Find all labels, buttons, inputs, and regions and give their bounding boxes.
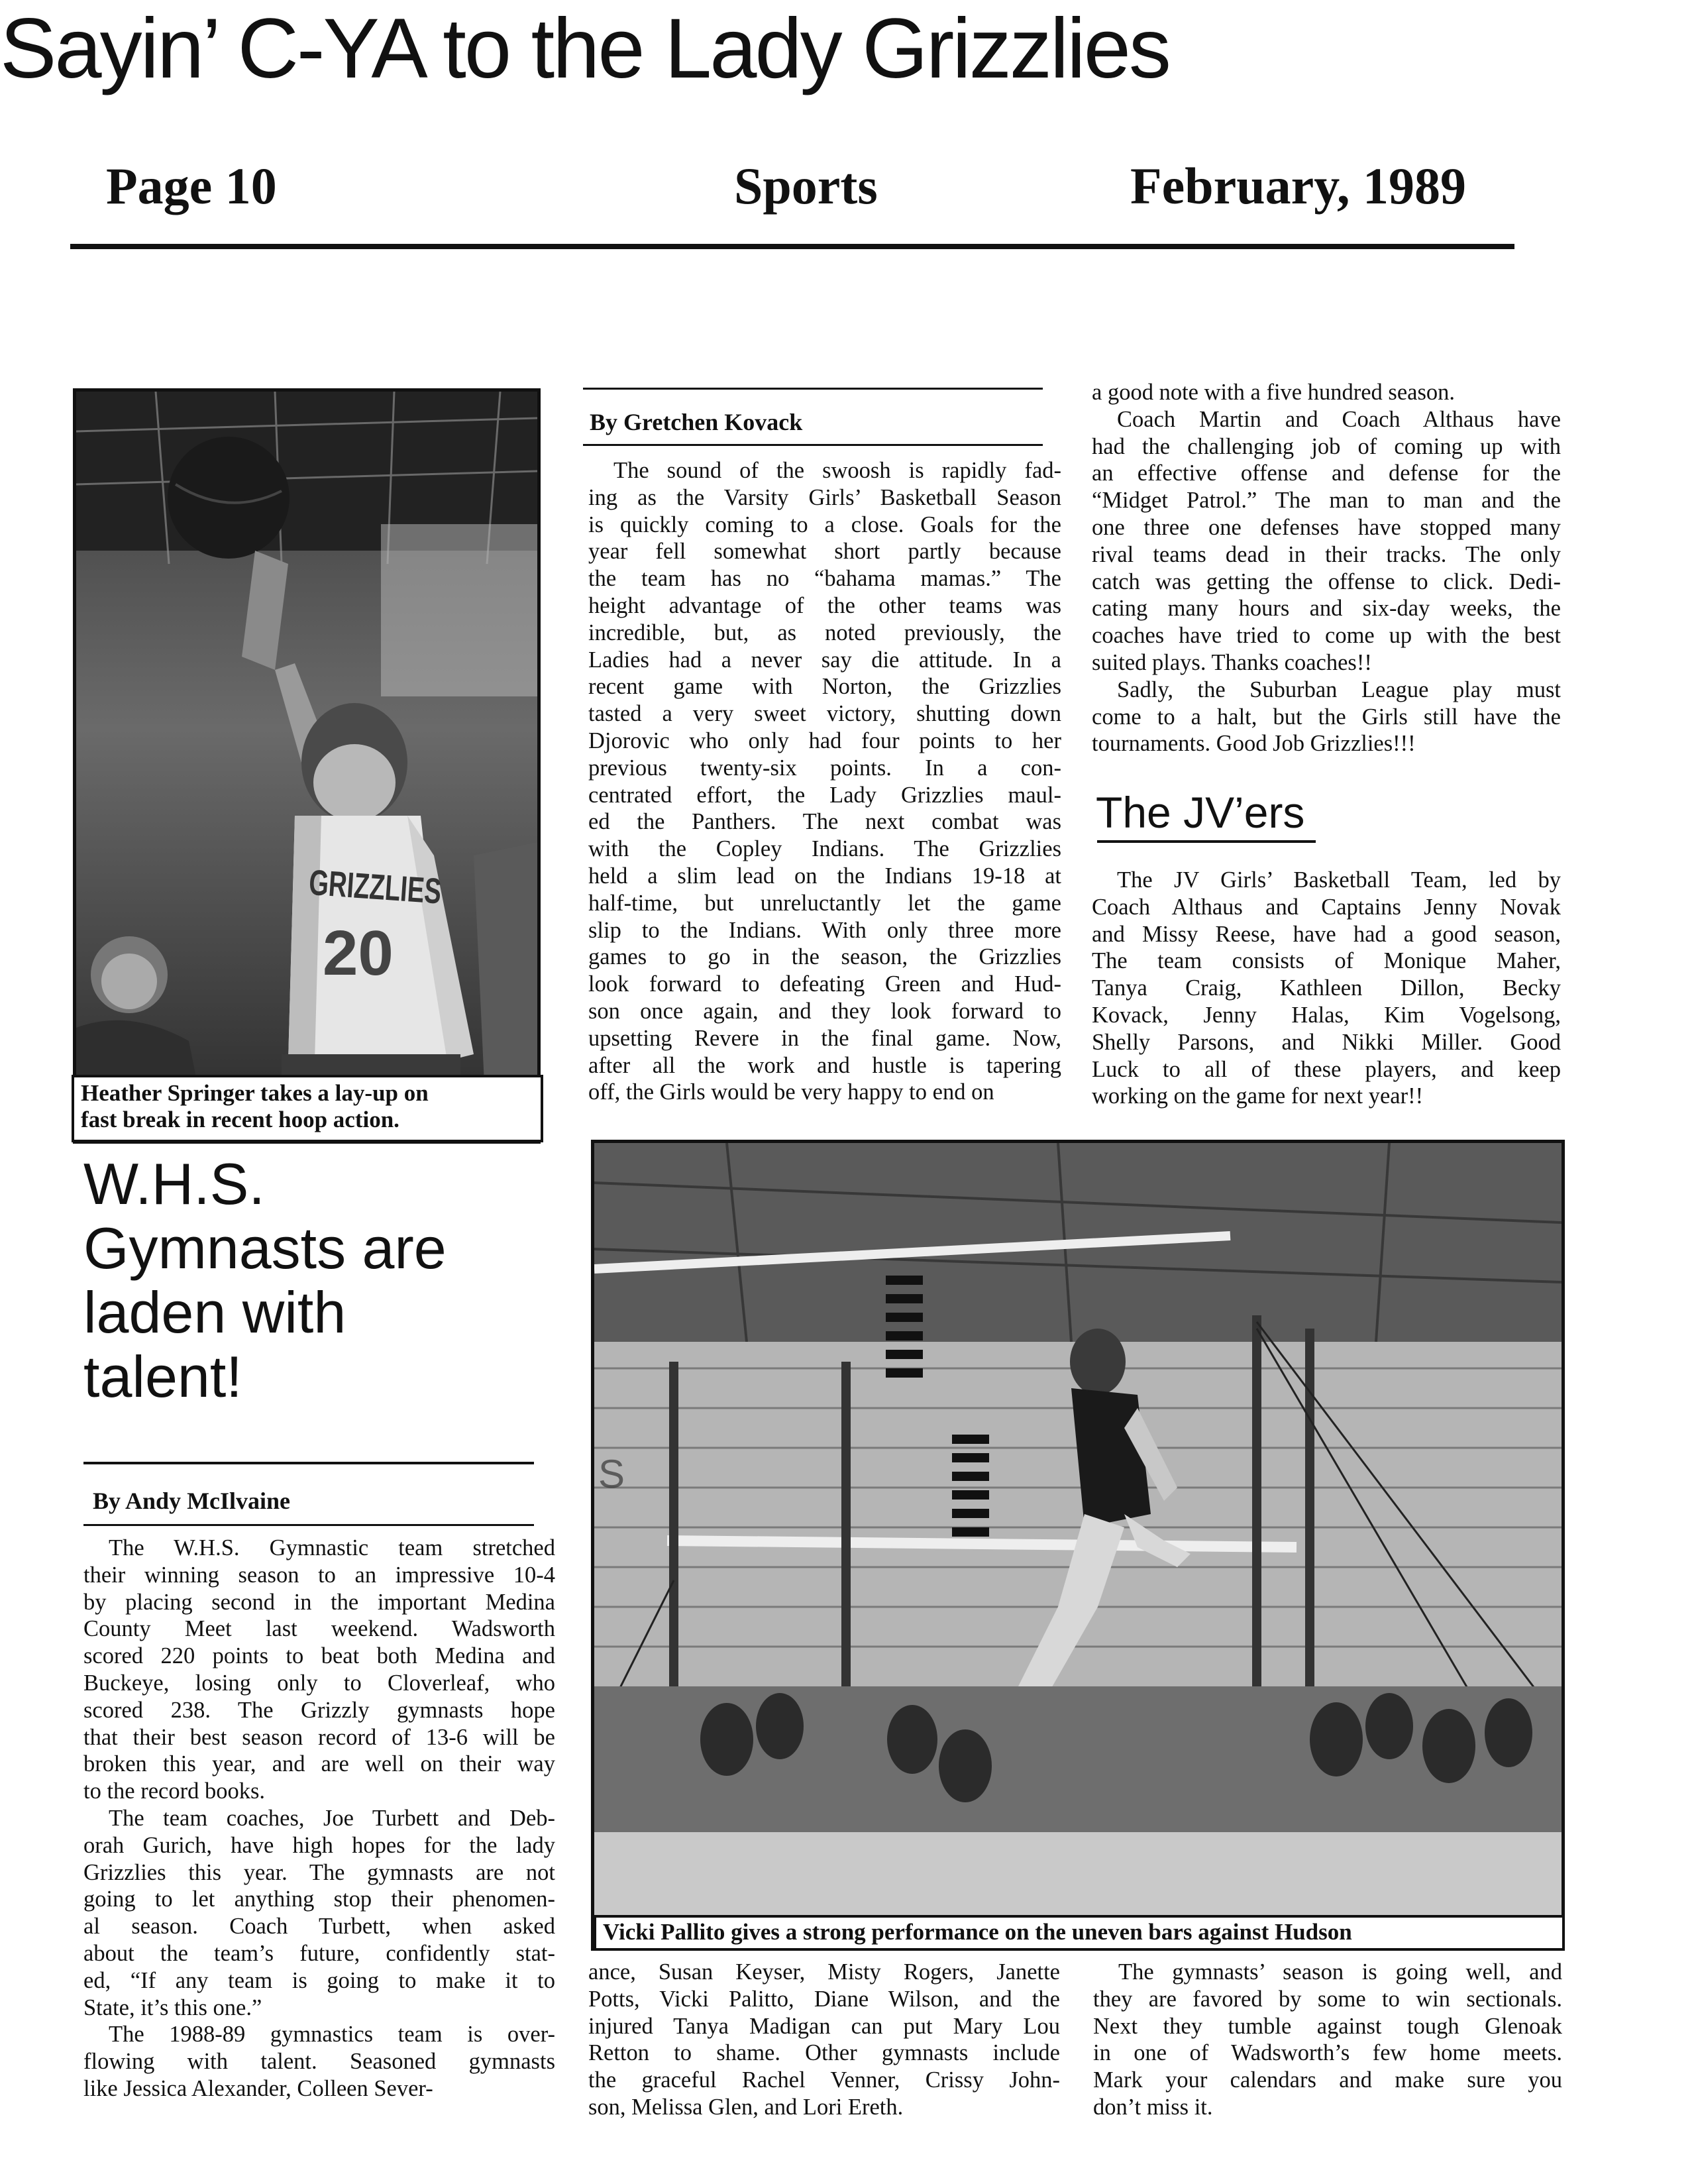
basketball-col2 [1092,379,1561,757]
text-line: ed, “If any team is going to make it to [83,1967,555,1993]
gymnastics-col3 [1093,1959,1562,2121]
text-line: Ladies had a never say die attitude. In a [588,647,1061,673]
text-line: to the record books. [83,1778,266,1804]
jv-heading: The JV’ers [1096,788,1305,837]
text-line: catch was getting the offense to click. Dedi- [1092,569,1561,594]
text-line: after all the work and hustle is tapering [588,1052,1061,1078]
basketball-photo-caption: Heather Springer takes a lay-up on fast break in recent hoop action. [72,1075,543,1142]
text-line: and Missy Reese, have had a good season, [1092,921,1561,947]
page-number: Page 10 [106,157,277,215]
text-line: rival teams dead in their tracks. The only [1092,541,1561,567]
gymnastics-headline [83,1152,447,1409]
text-line: The JV Girls’ Basketball Team, led by [1117,867,1561,893]
gym-byline-top-rule [83,1462,534,1464]
text-line: one three one defenses have stopped many [1092,514,1561,540]
text-line: don’t miss it. [1093,2094,1213,2120]
text-line: Tanya Craig, Kathleen Dillon, Becky [1092,975,1561,1001]
text-line: ance, Susan Keyser, Misty Rogers, Janette [588,1959,1060,1985]
gymnastics-photo [591,1140,1565,1951]
text-line: The 1988-89 gymnastics team is over- [109,2022,555,2048]
main-headline: Sayin’ C-YA to the Lady Grizzlies [0,1,1169,96]
text-line: incredible, but, as noted previously, the [588,620,1061,645]
text-line: an effective offense and defense for the [1092,461,1561,486]
text-line: in one of Wadsworth’s few home meets. [1093,2040,1562,2066]
text-line: County Meet last weekend. Wadsworth [83,1616,555,1642]
jv-text [1092,867,1561,1110]
text-line: previous twenty-six points. In a con- [588,755,1061,781]
text-line: ing as the Varsity Girls’ Basketball Season [588,484,1061,510]
text-line: year fell somewhat short partly because [588,539,1061,565]
gym-byline-bottom-rule [83,1524,534,1526]
text-line: injured Tanya Madigan can put Mary Lou [588,2013,1060,2039]
jersey-number: 20 [323,918,394,989]
gymnastics-byline: By Andy McIlvaine [93,1488,291,1514]
text-line: centrated effort, the Lady Grizzlies maul- [588,782,1061,808]
text-line: scored 220 points to beat both Medina and [83,1643,555,1669]
svg-text:S: S [598,1452,625,1496]
text-line: Luck to all of these players, and keep [1092,1056,1561,1082]
jersey-lettering: GRIZZLIES [307,862,497,916]
gymnastics-headline-line: talent! [83,1344,242,1409]
byline-bottom-rule [583,444,1043,446]
text-line: had the challenging job of coming up with [1092,433,1561,459]
text-line: the graceful Rachel Venner, Crissy John- [588,2067,1060,2093]
text-line: Grizzlies this year. The gymnasts are not [83,1859,555,1885]
text-line: working on the game for next year!! [1092,1083,1424,1109]
section-name: Sports [734,157,878,215]
text-line: Potts, Vicki Palitto, Diane Wilson, and the [588,1986,1060,2012]
masthead-rule [70,244,1514,249]
text-line: Next they tumble against tough Glenoak [1093,2013,1562,2039]
text-line: going to let anything stop their phenomen- [83,1886,555,1912]
text-line: Djorovic who only had four points to her [588,728,1061,753]
text-line: height advantage of the other teams was [588,592,1061,618]
gymnastics-headline-line: laden with [83,1280,346,1345]
text-line: their winning season to an impressive 10-4 [83,1562,555,1588]
text-line: son, Melissa Glen, and Lori Ereth. [588,2094,904,2120]
text-line: Buckeye, losing only to Cloverleaf, who [83,1670,555,1696]
text-line: Retton to shame. Other gymnasts include [588,2040,1060,2066]
text-line: held a slim lead on the Indians 19-18 at [588,863,1061,889]
basketball-byline: By Gretchen Kovack [590,409,803,435]
text-line: The sound of the swoosh is rapidly fad- [613,458,1061,483]
text-line: orah Gurich, have high hopes for the lady [83,1832,555,1858]
text-line: off, the Girls would be very happy to end on [588,1079,994,1105]
text-line: broken this year, and are well on their way [83,1751,555,1777]
text-line: Kovack, Jenny Halas, Kim Vogelsong, [1092,1002,1561,1028]
gymnastics-col2 [588,1959,1060,2121]
basketball-col1 [588,457,1061,1106]
text-line: son once again, and they look forward to [588,998,1061,1024]
text-line: The team coaches, Joe Turbett and Deb- [109,1805,555,1831]
text-line: Sadly, the Suburban League play must [1117,677,1561,702]
gymnastics-col1 [83,1535,555,2102]
text-line: about the team’s future, confidently stat- [83,1940,555,1966]
text-line: “Midget Patrol.” The man to man and the [1092,488,1561,514]
text-line: is quickly coming to a close. Goals for the [588,512,1061,537]
text-line: the team has no “bahama mamas.” The [588,566,1061,592]
text-line: like Jessica Alexander, Colleen Sever- [83,2075,433,2101]
basketball-photo [73,388,541,1144]
text-line: State, it’s this one.” [83,1994,262,2020]
text-line: tasted a very sweet victory, shutting down [588,701,1061,727]
text-line: The team consists of Monique Maher, [1092,948,1561,974]
text-line: recent game with Norton, the Grizzlies [588,674,1061,700]
gymnastics-photo-caption: Vicki Pallito gives a strong performance on the uneven bars against Hudson [594,1915,1565,1951]
gymnastics-headline-line: W.H.S. [83,1151,265,1217]
text-line: by placing second in the important Medina [83,1589,555,1615]
text-line: suited plays. Thanks coaches!! [1092,649,1372,675]
text-line: ed the Panthers. The next combat was [588,809,1061,835]
text-line: they are favored by some to win sectionals. [1093,1986,1562,2012]
text-line: scored 238. The Grizzly gymnasts hope [83,1697,555,1723]
text-line: games to go in the season, the Grizzlies [588,944,1061,970]
text-line: a good note with a five hundred season. [1092,380,1456,405]
text-line: The gymnasts’ season is going well, and [1118,1959,1562,1985]
text-line: Shelly Parsons, and Nikki Miller. Good [1092,1029,1561,1055]
jv-heading-rule [1097,840,1316,843]
text-line: come to a halt, but the Girls still have the [1092,704,1561,730]
text-line: The W.H.S. Gymnastic team stretched [109,1535,555,1560]
text-line: flowing with talent. Seasoned gymnasts [83,2049,555,2075]
text-line: Coach Althaus and Captains Jenny Novak [1092,894,1561,920]
text-line: Coach Martin and Coach Althaus have [1117,406,1561,432]
issue-date: February, 1989 [1130,157,1466,215]
byline-top-rule [583,388,1043,390]
text-line: coaches have tried to come up with the best [1092,623,1561,649]
text-line: half-time, but unreluctantly let the game [588,890,1061,916]
text-line: Mark your calendars and make sure you [1093,2067,1562,2093]
text-line: that their best season record of 13-6 will be [83,1724,555,1750]
gymnastics-headline-line: Gymnasts are [83,1215,447,1281]
text-line: upsetting Revere in the final game. Now, [588,1025,1061,1051]
text-line: cating many hours and six-day weeks, the [1092,596,1561,622]
text-line: tournaments. Good Job Grizzlies!!! [1092,731,1416,757]
text-line: al season. Coach Turbett, when asked [83,1914,555,1939]
text-line: look forward to defeating Green and Hud- [588,971,1061,997]
text-line: with the Copley Indians. The Grizzlies [588,836,1061,862]
text-line: slip to the Indians. With only three more [588,917,1061,943]
